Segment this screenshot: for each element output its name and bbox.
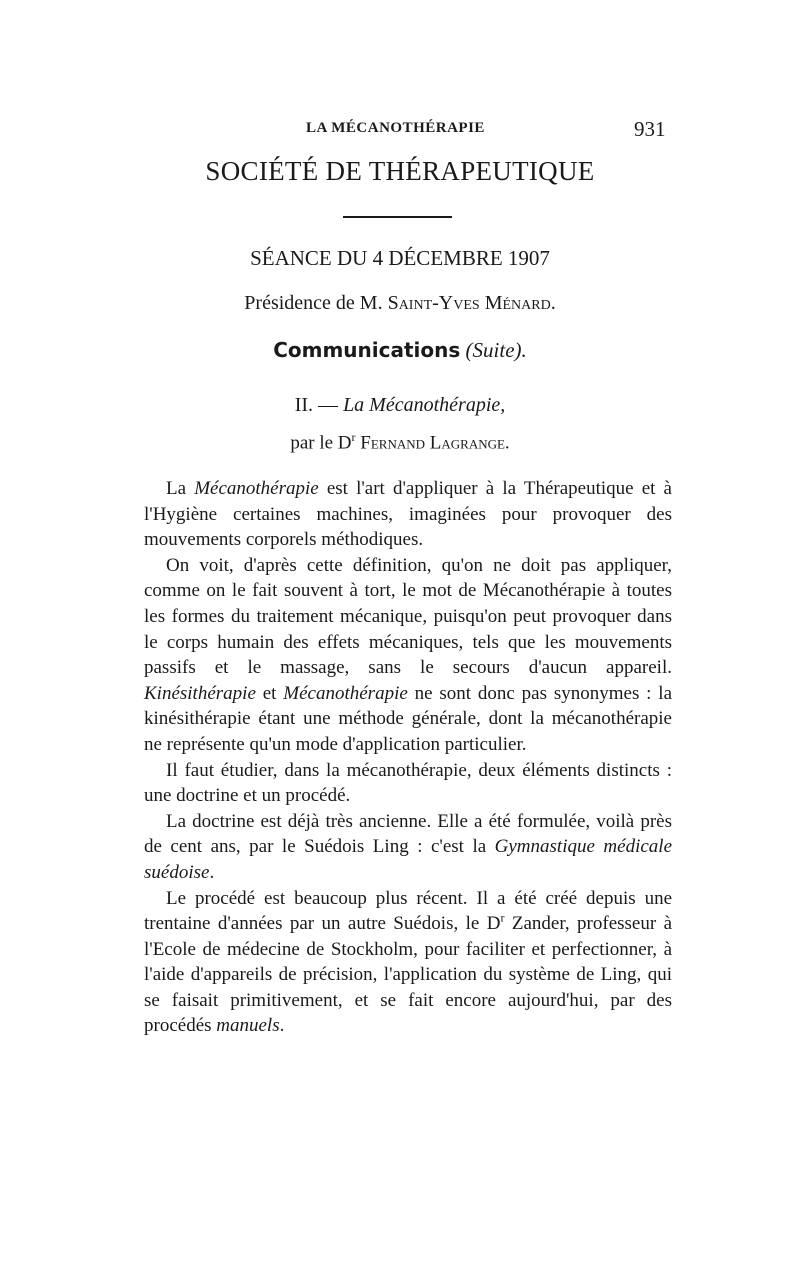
seance-date: SÉANCE DU 4 DÉCEMBRE 1907: [250, 246, 550, 270]
society-title: SOCIÉTÉ DE THÉRAPEUTIQUE: [205, 156, 595, 186]
article-title: [0, 394, 800, 417]
p3-text: Il faut étudier, dans la mécanothérapie, deux éléments distincts : une doctrine et un procédé.: [144, 759, 672, 807]
article-body: [144, 476, 672, 1039]
paragraph-2: [144, 553, 672, 758]
article-title-text: La Mécanothérapie,: [343, 394, 506, 416]
p5-before: Le procédé est beaucoup plus récent. Il a été créé depuis une trentaine d'années par un autre Suédois, le D: [144, 887, 672, 935]
president-name: Saint-Yves Ménard: [387, 292, 551, 314]
p1-after: est l'art d'appliquer à la Thérapeutique et à l'Hygiène certaines machines, imaginées pour provoquer des mouvements corporels méthodiques.: [144, 478, 672, 551]
p1-term: Mécanothérapie: [194, 478, 319, 499]
presidence-suffix: .: [550, 292, 556, 314]
paragraph-5: [144, 886, 672, 1040]
p5-mid: Zander, professeur à l'Ecole de médecine de Stockholm, pour faciliter et perfectionner, à l'aide d'appareils de précision, l'application du système de Ling, qui se faisait primitivement, et se fait encore aujourd'hui, par des procédés: [144, 913, 673, 1037]
running-header: [0, 117, 800, 142]
title-rule: [343, 216, 452, 218]
page-number: 931: [634, 117, 666, 141]
p2-term1: Kinésithérapie: [144, 682, 256, 704]
p2-mid: et: [255, 682, 284, 704]
paragraph-1: [144, 476, 672, 553]
paragraph-4: [144, 809, 672, 886]
article-number: II. —: [294, 394, 344, 416]
p2-end: ne sont donc pas synonymes : la kinésithérapie étant une méthode générale, dont la mécanothérapie ne représente qu'un mode d'application particulier.: [144, 682, 672, 755]
author-prefix: par le D: [290, 432, 352, 454]
communications-heading: [0, 338, 800, 363]
p4-before: La doctrine est déjà très ancienne. Elle a été formulée, voilà près de cent ans, par le Suédois Ling : c'est la: [144, 810, 672, 858]
paragraph-3: [144, 758, 672, 809]
p2-main: On voit, d'après cette définition, qu'on ne doit pas appliquer, comme on le fait souvent à tort, le mot de Mécanothérapie à toutes les formes du traitement mécanique, puisqu'on peut provoquer dans le corps humain des effets mécaniques, tels que les mouvements passifs et le massage, sans le secours d'aucun appareil.: [144, 554, 672, 679]
presidence-prefix: Présidence de M.: [244, 292, 388, 314]
presidence-line: [0, 292, 800, 315]
p2-term2: Mécanothérapie: [283, 682, 408, 704]
author-suffix: .: [504, 432, 510, 454]
communications-label: Communications: [273, 338, 461, 362]
communications-note: (Suite).: [465, 338, 527, 362]
author-name: Fernand Lagrange: [360, 432, 505, 454]
p4-term: Gymnastique médicale suédoise: [144, 836, 672, 883]
p5-sup: r: [500, 910, 505, 925]
p1-before: La: [166, 478, 195, 499]
p5-after: .: [279, 1015, 285, 1037]
p5-term: manuels: [216, 1015, 280, 1037]
running-title: LA MÉCANOTHÉRAPIE: [306, 120, 485, 136]
p4-after: .: [209, 861, 215, 883]
author-line: [0, 430, 800, 454]
author-title-sup: r: [351, 430, 356, 444]
